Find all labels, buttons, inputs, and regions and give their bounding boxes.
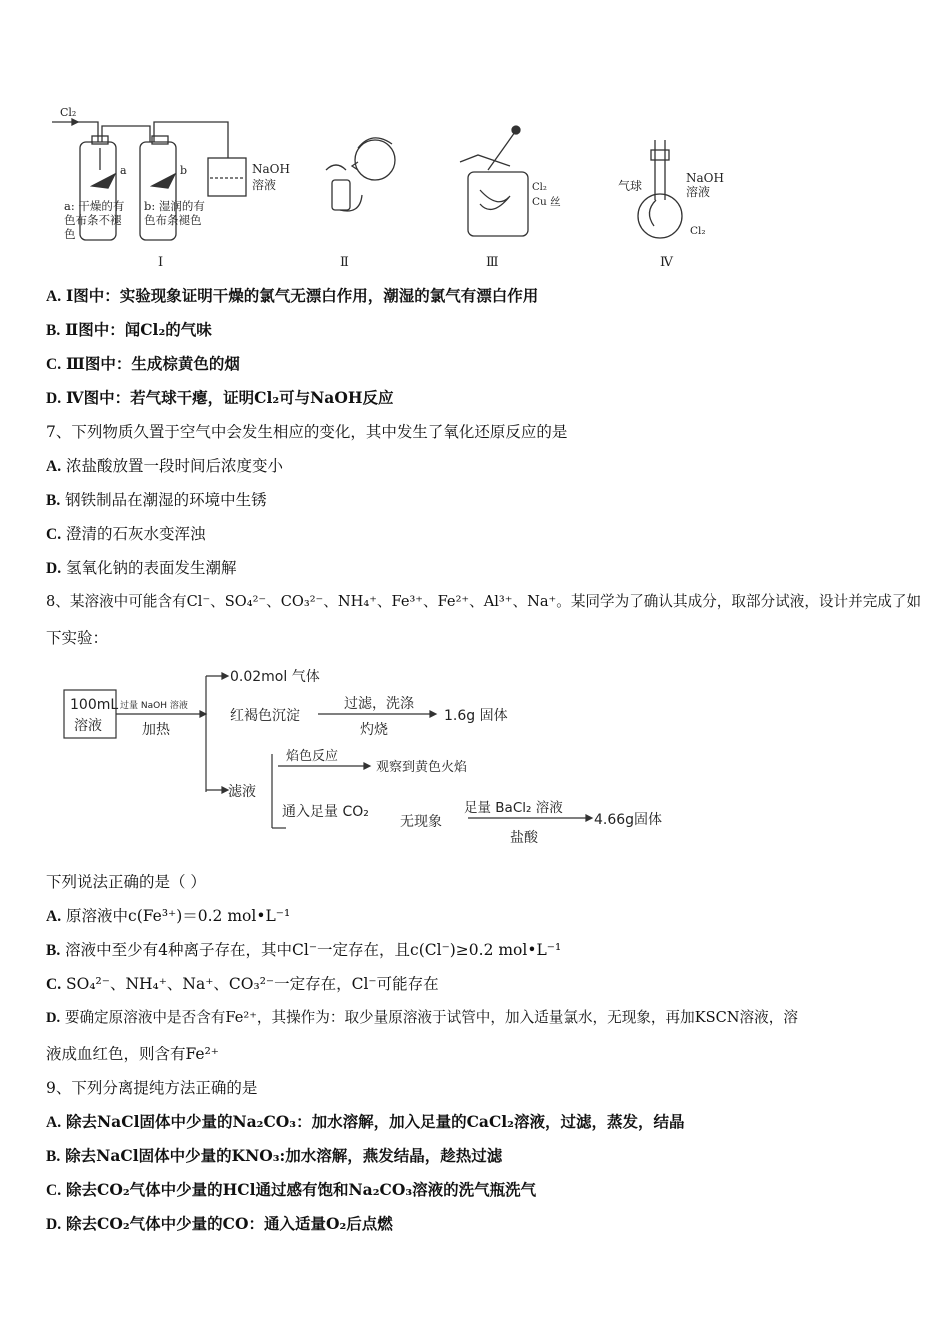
figure-I	[52, 106, 290, 270]
flow-solid-1: 1.6g 固体	[444, 708, 508, 724]
apparatus-figure	[40, 100, 760, 275]
q9-option-a[interactable]: A. 除去NaCl固体中少量的Na₂CO₃：加水溶解，加入足量的CaCl₂溶液，过滤，蒸发，结晶	[46, 1112, 685, 1131]
q8-option-c[interactable]: C. SO₄²⁻、NH₄⁺、Na⁺、CO₃²⁻一定存在，Cl⁻可能存在	[46, 975, 439, 993]
q8-stem-line2: 下实验：	[46, 629, 109, 647]
flow-no-change: 无现象	[400, 814, 442, 830]
flow-gas: 0.02mol 气体	[230, 669, 320, 685]
q7-stem: 7、下列物质久置于空气中会发生相应的变化，其中发生了氧化还原反应的是	[46, 423, 568, 441]
q7-option-d[interactable]: D. 氢氧化钠的表面发生潮解	[46, 559, 237, 577]
q9-option-d[interactable]: D. 除去CO₂气体中少量的CO：通入适量O₂后点燃	[46, 1214, 393, 1233]
q6-option-d[interactable]: D. Ⅳ图中：若气球干瘪，证明Cl₂可与NaOH反应	[46, 388, 394, 407]
q9-option-c[interactable]: C. 除去CO₂气体中少量的HCl通过感有饱和Na₂CO₃溶液的洗气瓶洗气	[46, 1180, 537, 1199]
figure-IV	[618, 140, 724, 270]
flow-filtrate: 滤液	[228, 784, 256, 800]
flow-filter-wash: 过滤，洗涤	[344, 696, 414, 712]
q8-stem-line1: 8、某溶液中可能含有Cl⁻、SO₄²⁻、CO₃²⁻、NH₄⁺、Fe³⁺、Fe²⁺、Al³⁺、Na⁺。某同学为了确认其成分，取部分试液，设计并完成了如	[46, 593, 922, 610]
caption-b-line1: b: 湿润的有	[144, 199, 205, 213]
q9-stem: 9、下列分离提纯方法正确的是	[46, 1079, 258, 1097]
naoh-solution-label: 溶液	[252, 178, 277, 192]
flow-burn: 灼烧	[360, 722, 388, 738]
cl2-label: Cl₂	[60, 106, 77, 119]
figure-II	[326, 138, 395, 270]
roman-I: Ⅰ	[158, 255, 164, 270]
q8-option-a[interactable]: A. 原溶液中c(Fe³⁺)＝0.2 mol•L⁻¹	[46, 907, 291, 925]
naoh-solution-label-IV: 溶液	[686, 185, 711, 199]
cl2-label-III: Cl₂	[532, 182, 547, 193]
q6-option-c[interactable]: C. Ⅲ图中：生成棕黄色的烟	[46, 354, 240, 373]
q7-option-b[interactable]: B. 钢铁制品在潮湿的环境中生锈	[46, 491, 267, 509]
q9-option-b[interactable]: B. 除去NaCl固体中少量的KNO₃:加水溶解，燕发结晶，趁热过滤	[46, 1146, 503, 1165]
flow-co2: 通入足量 CO₂	[282, 804, 369, 820]
flow-solid-2: 4.66g固体	[594, 812, 663, 828]
q8-option-d-continued: 液成血红色，则含有Fe²⁺	[46, 1045, 219, 1063]
flow-start-solution: 溶液	[74, 718, 102, 734]
flow-yellow-flame: 观察到黄色火焰	[376, 760, 468, 775]
q6-option-a[interactable]: A. Ⅰ图中：实验现象证明干燥的氯气无漂白作用，潮湿的氯气有漂白作用	[46, 286, 539, 305]
q8-option-d[interactable]: D. 要确定原溶液中是否含有Fe²⁺，其操作为：取少量原溶液于试管中，加入适量氯水，无现象，再加KSCN溶液，溶	[46, 1009, 798, 1026]
flow-hcl: 盐酸	[510, 830, 538, 846]
flow-precipitate: 红褐色沉淀	[230, 708, 300, 724]
caption-a-line2: 色布条不褪	[64, 213, 122, 227]
flow-flame-test: 焰色反应	[286, 749, 339, 764]
naoh-label-IV: NaOH	[686, 171, 724, 185]
q6-option-b[interactable]: B. Ⅱ图中：闻Cl₂的气味	[46, 320, 212, 339]
balloon-label: 气球	[618, 179, 643, 193]
roman-II: Ⅱ	[340, 255, 349, 270]
flow-start-volume: 100mL	[70, 697, 119, 713]
q8-option-b[interactable]: B. 溶液中至少有4种离子存在，其中Cl⁻一定存在，且c(Cl⁻)≥0.2 mol•L⁻¹	[46, 941, 562, 959]
q8-question: 下列说法正确的是（ ）	[46, 873, 206, 891]
q7-option-c[interactable]: C. 澄清的石灰水变浑浊	[46, 525, 206, 543]
caption-a-line1: a: 干燥的有	[64, 199, 125, 213]
flow-heat: 加热	[142, 722, 170, 738]
roman-III: Ⅲ	[486, 255, 499, 270]
caption-b-line2: 色布条褪色	[144, 213, 202, 227]
cu-wire-label: Cu 丝	[532, 196, 561, 208]
flow-bacl2: 足量 BaCl₂ 溶液	[464, 800, 563, 816]
figure-III	[460, 126, 561, 270]
label-b: b	[180, 164, 188, 177]
label-a: a	[120, 164, 127, 177]
q8-flowchart	[60, 662, 700, 854]
roman-IV: Ⅳ	[660, 255, 673, 270]
naoh-label: NaOH	[252, 162, 290, 176]
cl2-label-IV: Cl₂	[690, 225, 706, 237]
q7-option-a[interactable]: A. 浓盐酸放置一段时间后浓度变小	[46, 457, 284, 475]
caption-a-line3: 色	[64, 227, 76, 241]
flow-reagent: 过量 NaOH 溶液	[120, 701, 188, 711]
